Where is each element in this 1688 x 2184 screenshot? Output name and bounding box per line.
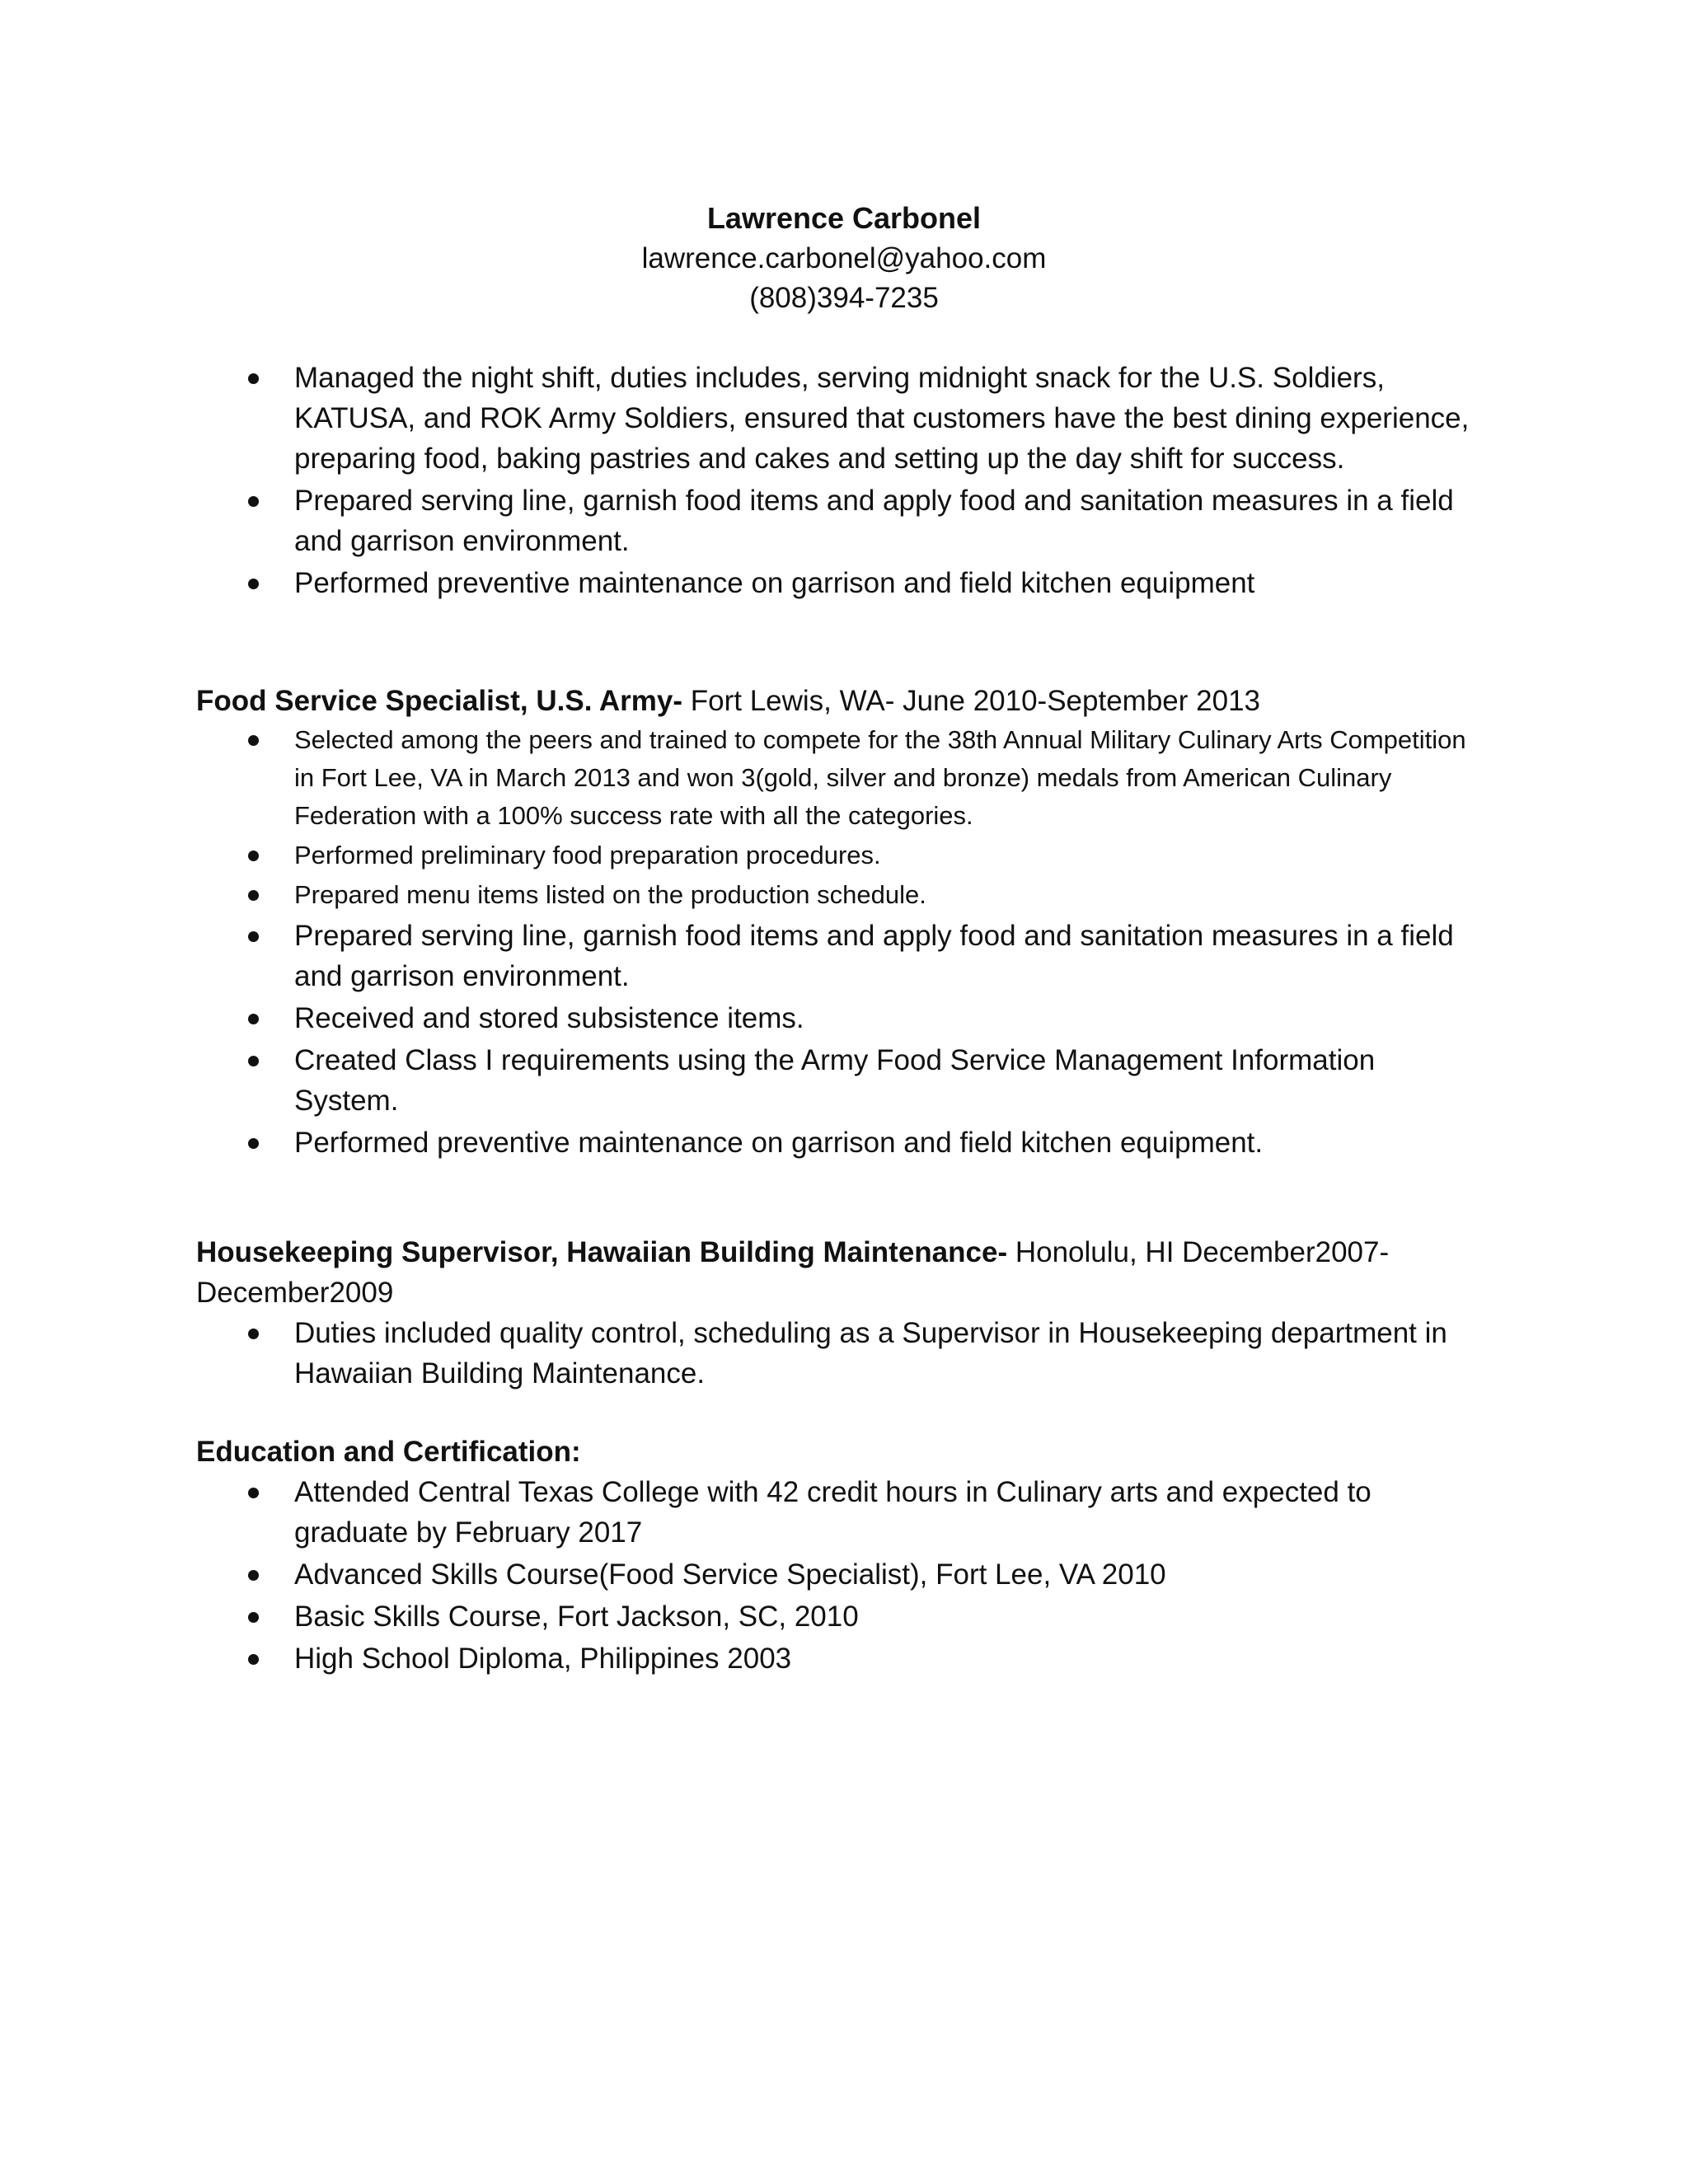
phone-number: (808)394-7235 [749,282,939,314]
bullet-icon [248,1488,259,1498]
list-item: Received and stored subsistence items. [196,998,1482,1038]
bullet-icon [248,851,259,861]
bullet-icon [248,496,259,507]
bullet-icon [248,931,259,942]
resume-header [0,198,1688,318]
bullet-icon [248,1014,259,1024]
job-heading [196,1232,1482,1313]
job-food-service [196,681,1482,1163]
list-item: Performed preventive maintenance on garrison and field kitchen equipment. [196,1122,1482,1163]
candidate-name: Lawrence Carbonel [706,201,982,235]
list-item: Performed preliminary food preparation procedures. [196,837,1482,874]
list-item: Duties included quality control, scheduling as a Supervisor in Housekeeping department in Hawaiian Building Maintenance. [196,1313,1482,1394]
job-detail: Honolulu, HI December2007-December2009 [196,1236,1390,1309]
list-item: Prepared serving line, garnish food items and apply food and sanitation measures in a field and garrison environment. [196,480,1482,561]
bullet-icon [248,1138,259,1149]
email-address: lawrence.carbonel@yahoo.com [641,242,1047,274]
bullet-icon [248,890,259,901]
list-item: Attended Central Texas College with 42 credit hours in Culinary arts and expected to graduate by February 2017 [196,1472,1482,1553]
bullet-icon [248,1654,259,1665]
list-item: Created Class I requirements using the Army Food Service Management Information System. [196,1040,1482,1121]
list-item: Performed preventive maintenance on garrison and field kitchen equipment [196,563,1482,603]
job-housekeeping [196,1232,1482,1394]
bullet-icon [248,1056,259,1066]
job-detail: Fort Lewis, WA- June 2010-September 2013 [682,685,1261,717]
list-item: Basic Skills Course, Fort Jackson, SC, 2010 [196,1596,1482,1637]
job-title: Food Service Specialist, U.S. Army- [196,685,683,717]
list-item: Selected among the peers and trained to compete for the 38th Annual Military Culinary Arts Competition in Fort Lee, VA in March 2013 and won 3(gold, silver and bronze) medals from American Culinary Federation with a 100% success rate with all the categories. [196,721,1482,835]
job-heading [196,681,1482,721]
list-item: Managed the night shift, duties includes, serving midnight snack for the U.S. Soldiers, KATUSA, and ROK Army Soldiers, ensured that customers have the best dining experience, preparing food, baking pastries and cakes and setting up the day shift for success. [196,358,1482,479]
bullet-icon [248,579,259,589]
bullet-icon [248,1570,259,1581]
education-section [196,1432,1482,1679]
job-title: Housekeeping Supervisor, Hawaiian Building Maintenance- [196,1236,1008,1268]
list-item: High School Diploma, Philippines 2003 [196,1638,1482,1679]
section-heading: Education and Certification: [196,1436,581,1468]
list-item: Prepared serving line, garnish food items and apply food and sanitation measures in a field and garrison environment. [196,916,1482,996]
list-item: Prepared menu items listed on the production schedule. [196,876,1482,914]
bullet-icon [248,1329,259,1339]
bullet-icon [248,735,259,746]
bullet-icon [248,373,259,384]
list-item: Advanced Skills Course(Food Service Specialist), Fort Lee, VA 2010 [196,1554,1482,1595]
bullet-icon [248,1612,259,1623]
first-responsibilities [196,358,1482,603]
